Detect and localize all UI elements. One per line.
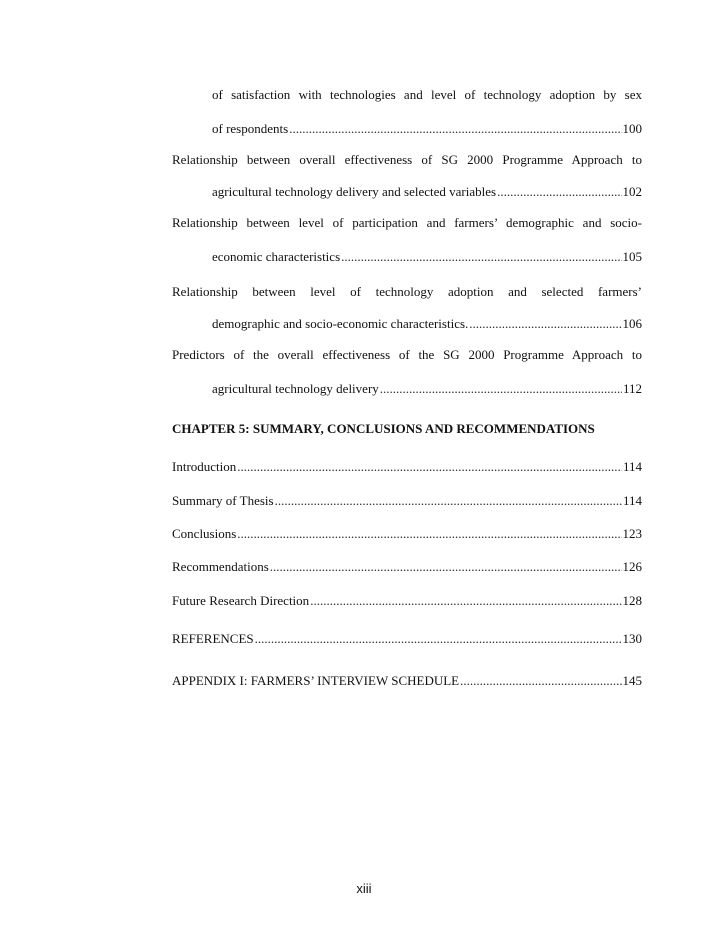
toc-page-number: 102 [622,184,642,199]
toc-entry-line: Relationship between overall effectiveness of SG 2000 Programme Approach to [172,152,642,167]
toc-entry-label: APPENDIX I: FARMERS’ INTERVIEW SCHEDULE [172,673,460,688]
toc-entry-recommendations[interactable] [172,559,642,575]
toc-page-number: 106 [622,316,642,331]
toc-page-number: 128 [622,593,642,608]
dot-leader [237,459,622,475]
dot-leader [289,121,621,137]
dot-leader [497,184,621,200]
toc-entry-label: Conclusions [172,526,237,541]
toc-page-number: 114 [622,493,642,508]
toc-page-number: 100 [622,121,642,136]
toc-entry[interactable] [212,121,642,137]
toc-entry[interactable] [212,184,642,200]
toc-page-number: 126 [622,559,642,574]
toc-entry-introduction[interactable] [172,459,642,475]
toc-entry[interactable] [212,249,642,265]
dot-leader [270,559,622,575]
toc-entry-label: agricultural technology delivery [212,381,379,396]
toc-entry-conclusions[interactable] [172,526,642,542]
toc-entry-label: economic characteristics [212,249,341,264]
toc-entry-label: Introduction [172,459,237,474]
toc-entry-label: Summary of Thesis [172,493,274,508]
chapter-heading: CHAPTER 5: SUMMARY, CONCLUSIONS AND RECOMMENDATIONS [172,421,595,436]
dot-leader [341,249,621,265]
toc-page-number: 123 [622,526,642,541]
dot-leader [275,493,622,509]
toc-entry-label: agricultural technology delivery and selected variables [212,184,497,199]
toc-entry[interactable] [212,316,642,332]
dot-leader [460,673,621,689]
toc-page-number: 105 [622,249,642,264]
toc-entry-line: of satisfaction with technologies and level of technology adoption by sex [212,87,642,102]
toc-entry-references[interactable] [172,631,642,647]
toc-entry-label: Recommendations [172,559,269,574]
toc-entry-line: Relationship between level of participation and farmers’ demographic and socio- [172,215,642,230]
dot-leader [255,631,622,647]
dot-leader [237,526,621,542]
toc-page-number: 114 [622,459,642,474]
page-number: xiii [356,881,372,896]
dot-leader [469,316,621,332]
toc-entry-summary[interactable] [172,493,642,509]
toc-entry-appendix-1[interactable] [172,673,642,689]
toc-entry-line: Relationship between level of technology adoption and selected farmers’ [172,284,642,299]
toc-entry-label: Future Research Direction [172,593,310,608]
dot-leader [380,381,622,397]
toc-entry-label: demographic and socio-economic characteristics. [212,316,469,331]
toc-entry-label: of respondents [212,121,289,136]
toc-entry-future-research[interactable] [172,593,642,609]
toc-entry-line: Predictors of the overall effectiveness of the SG 2000 Programme Approach to [172,347,642,362]
toc-page-number: 112 [622,381,642,396]
toc-page-number: 130 [622,631,642,646]
toc-entry-label: REFERENCES [172,631,254,646]
toc-entry[interactable] [212,381,642,397]
dot-leader [310,593,621,609]
toc-page-number: 145 [622,673,642,688]
